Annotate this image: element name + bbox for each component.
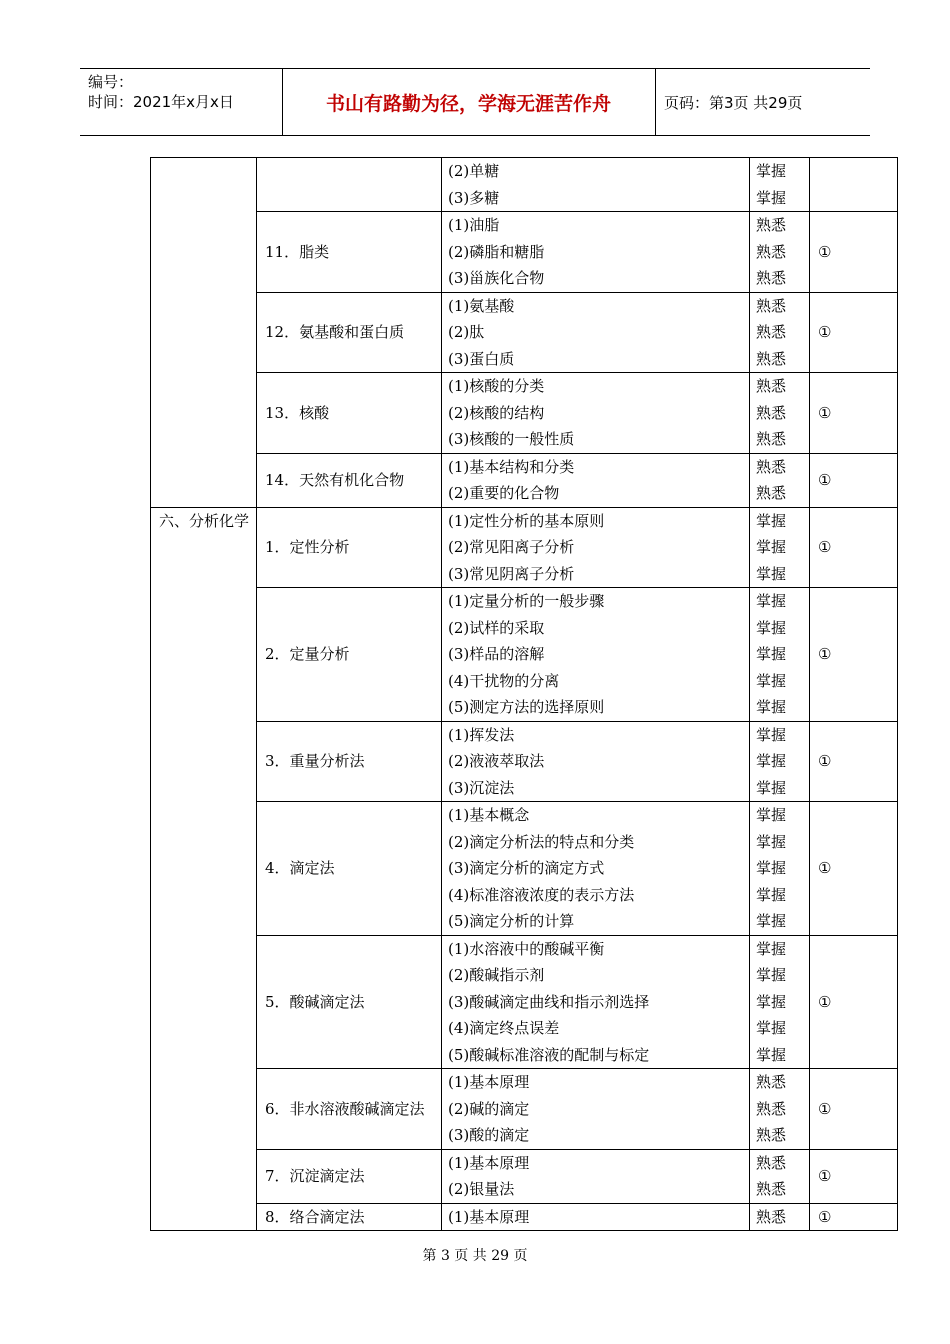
item-line: (3)滴定分析的滴定方式 — [448, 859, 605, 877]
level-line: 熟悉 — [756, 403, 787, 422]
table-row — [151, 158, 898, 212]
levels-cell — [750, 373, 810, 454]
table-row — [151, 1149, 898, 1203]
item-line: (4)标准溶液浓度的表示方法 — [448, 885, 635, 904]
level-line: 掌握 — [756, 885, 787, 904]
item-line: (3)蛋白质 — [448, 349, 515, 368]
level-line: 掌握 — [756, 698, 787, 716]
item-line: (2)核酸的结构 — [448, 403, 545, 422]
item-line: (2)酸碱指示剂 — [448, 966, 545, 984]
mark-cell — [810, 158, 898, 212]
level-line: 熟悉 — [756, 1180, 787, 1198]
level-line: 掌握 — [756, 538, 787, 556]
item-line: (2)银量法 — [448, 1180, 515, 1198]
levels-cell — [750, 1203, 810, 1231]
mark-cell: ① — [810, 292, 898, 373]
levels-cell — [750, 212, 810, 293]
topic-cell — [257, 158, 442, 212]
mark-cell: ① — [810, 373, 898, 454]
table-row — [151, 453, 898, 507]
table-row — [151, 1203, 898, 1231]
mark-cell: ① — [810, 1149, 898, 1203]
level-line: 掌握 — [756, 752, 787, 770]
mark-cell: ① — [810, 1203, 898, 1231]
item-line: (5)测定方法的选择原则 — [448, 698, 605, 716]
level-line: 熟悉 — [756, 1126, 787, 1144]
levels-cell — [750, 1149, 810, 1203]
levels-cell — [750, 588, 810, 722]
items-cell — [442, 1069, 750, 1150]
levels-cell — [750, 721, 810, 802]
item-line: (2)单糖 — [448, 162, 500, 180]
item-line: (2)碱的滴定 — [448, 1099, 530, 1118]
item-line: (2)磷脂和糖脂 — [448, 242, 545, 261]
items-cell — [442, 802, 750, 936]
level-line: 掌握 — [756, 832, 787, 851]
items-cell — [442, 212, 750, 293]
page-footer: 第 3 页 共 29 页 — [422, 1248, 528, 1264]
item-line: (1)基本原理 — [448, 1153, 530, 1172]
levels-cell — [750, 453, 810, 507]
item-line: (4)干扰物的分离 — [448, 671, 560, 690]
mark-cell: ① — [810, 588, 898, 722]
topic-cell: 1．定性分析 — [257, 507, 442, 588]
mark-cell: ① — [810, 721, 898, 802]
syllabus-table — [150, 157, 898, 1231]
header-page-label: 页码：第3页 共29页 — [664, 93, 803, 112]
level-line: 掌握 — [756, 806, 787, 824]
level-line: 熟悉 — [756, 269, 787, 287]
items-cell — [442, 1203, 750, 1231]
item-line: (1)定量分析的一般步骤 — [448, 592, 605, 610]
items-cell — [442, 588, 750, 722]
item-line: (3)核酸的一般性质 — [448, 430, 575, 448]
table-row — [151, 802, 898, 936]
topic-cell: 13．核酸 — [257, 373, 442, 454]
level-line: 掌握 — [756, 564, 787, 583]
item-line: (3)甾族化合物 — [448, 269, 545, 287]
table-row — [151, 721, 898, 802]
level-line: 掌握 — [756, 992, 787, 1011]
level-line: 熟悉 — [756, 1207, 787, 1226]
items-cell — [442, 373, 750, 454]
section-cell: 六、分析化学 — [151, 507, 257, 1231]
table-row — [151, 935, 898, 1069]
mark-cell: ① — [810, 802, 898, 936]
level-line: 熟悉 — [756, 242, 787, 261]
table-row — [151, 588, 898, 722]
level-line: 熟悉 — [756, 1073, 787, 1091]
level-line: 熟悉 — [756, 1099, 787, 1118]
number-label: 编号： — [88, 73, 134, 91]
levels-cell — [750, 802, 810, 936]
level-line: 掌握 — [756, 511, 787, 530]
item-line: (4)滴定终点误差 — [448, 1019, 560, 1037]
item-line: (1)基本原理 — [448, 1073, 530, 1091]
item-line: (2)滴定分析法的特点和分类 — [448, 832, 635, 851]
topic-cell: 2．定量分析 — [257, 588, 442, 722]
topic-cell: 14．天然有机化合物 — [257, 453, 442, 507]
table-row — [151, 1069, 898, 1150]
items-cell — [442, 158, 750, 212]
mark-cell: ① — [810, 1069, 898, 1150]
topic-cell: 8．络合滴定法 — [257, 1203, 442, 1231]
levels-cell — [750, 935, 810, 1069]
levels-cell — [750, 158, 810, 212]
item-line: (3)沉淀法 — [448, 778, 515, 797]
topic-cell: 11．脂类 — [257, 212, 442, 293]
level-line: 掌握 — [756, 1045, 787, 1064]
levels-cell — [750, 292, 810, 373]
level-line: 掌握 — [756, 645, 787, 663]
item-line: (3)酸碱滴定曲线和指示剂选择 — [448, 992, 650, 1011]
item-line: (1)氨基酸 — [448, 296, 515, 315]
item-line: (3)多糖 — [448, 188, 500, 207]
items-cell — [442, 935, 750, 1069]
level-line: 掌握 — [756, 188, 787, 207]
topic-cell: 6．非水溶液酸碱滴定法 — [257, 1069, 442, 1150]
item-line: (3)酸的滴定 — [448, 1126, 530, 1144]
item-line: (5)滴定分析的计算 — [448, 912, 575, 930]
topic-cell: 4．滴定法 — [257, 802, 442, 936]
table-row — [151, 507, 898, 588]
mark-cell: ① — [810, 212, 898, 293]
level-line: 熟悉 — [756, 484, 787, 502]
levels-cell — [750, 1069, 810, 1150]
table-row — [151, 292, 898, 373]
header-meta — [88, 72, 234, 112]
level-line: 熟悉 — [756, 377, 787, 395]
topic-cell: 3．重量分析法 — [257, 721, 442, 802]
level-line: 熟悉 — [756, 1153, 787, 1172]
table-row — [151, 373, 898, 454]
level-line: 掌握 — [756, 618, 787, 637]
item-line: (1)基本原理 — [448, 1207, 530, 1226]
item-line: (3)样品的溶解 — [448, 645, 545, 663]
time-label: 时间：2021年x月x日 — [88, 93, 234, 111]
item-line: (1)水溶液中的酸碱平衡 — [448, 939, 605, 958]
items-cell — [442, 1149, 750, 1203]
level-line: 掌握 — [756, 1019, 787, 1037]
item-line: (2)试样的采取 — [448, 618, 545, 637]
level-line: 熟悉 — [756, 323, 787, 341]
level-line: 熟悉 — [756, 216, 787, 234]
header-divider — [655, 68, 656, 136]
header-motto: 书山有路勤为径，学海无涯苦作舟 — [325, 92, 611, 115]
item-line: (2)重要的化合物 — [448, 484, 560, 502]
level-line: 掌握 — [756, 859, 787, 877]
items-cell — [442, 453, 750, 507]
level-line: 掌握 — [756, 162, 787, 180]
item-line: (5)酸碱标准溶液的配制与标定 — [448, 1045, 650, 1064]
item-line: (1)基本概念 — [448, 806, 530, 824]
topic-cell: 12．氨基酸和蛋白质 — [257, 292, 442, 373]
level-line: 熟悉 — [756, 457, 787, 476]
item-line: (1)基本结构和分类 — [448, 457, 575, 476]
level-line: 熟悉 — [756, 349, 787, 368]
level-line: 掌握 — [756, 939, 787, 958]
table-row — [151, 212, 898, 293]
mark-cell: ① — [810, 935, 898, 1069]
item-line: (3)常见阴离子分析 — [448, 564, 575, 583]
level-line: 掌握 — [756, 671, 787, 690]
topic-cell: 5．酸碱滴定法 — [257, 935, 442, 1069]
item-line: (2)常见阳离子分析 — [448, 538, 575, 556]
item-line: (2)肽 — [448, 323, 485, 341]
item-line: (1)定性分析的基本原则 — [448, 511, 605, 530]
item-line: (1)挥发法 — [448, 725, 515, 744]
items-cell — [442, 507, 750, 588]
level-line: 掌握 — [756, 912, 787, 930]
mark-cell: ① — [810, 507, 898, 588]
level-line: 熟悉 — [756, 296, 787, 315]
topic-cell: 7．沉淀滴定法 — [257, 1149, 442, 1203]
items-cell — [442, 721, 750, 802]
level-line: 掌握 — [756, 725, 787, 744]
levels-cell — [750, 507, 810, 588]
level-line: 熟悉 — [756, 430, 787, 448]
level-line: 掌握 — [756, 592, 787, 610]
page-header — [80, 68, 870, 136]
item-line: (1)油脂 — [448, 216, 500, 234]
item-line: (1)核酸的分类 — [448, 377, 545, 395]
level-line: 掌握 — [756, 778, 787, 797]
mark-cell: ① — [810, 453, 898, 507]
level-line: 掌握 — [756, 966, 787, 984]
items-cell — [442, 292, 750, 373]
item-line: (2)液液萃取法 — [448, 752, 545, 770]
section-cell — [151, 158, 257, 508]
